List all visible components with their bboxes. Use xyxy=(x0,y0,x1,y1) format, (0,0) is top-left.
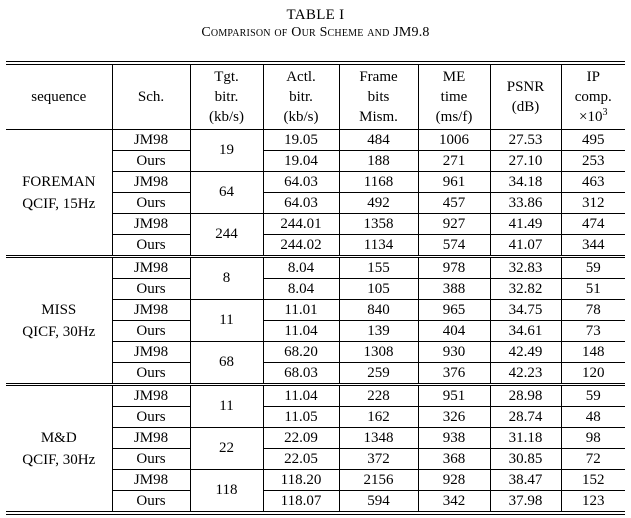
actual-bitrate-cell: 68.20 xyxy=(263,342,339,363)
column-header xyxy=(6,65,112,130)
column-header-line: (kb/s) xyxy=(209,109,244,125)
column-header-line: PSNR xyxy=(506,79,545,95)
scheme-cell: Ours xyxy=(112,363,190,385)
target-bitrate-cell: 244 xyxy=(190,214,263,257)
table-title: TABLE I xyxy=(286,7,345,23)
psnr-cell: 30.85 xyxy=(490,449,561,470)
psnr-cell: 41.49 xyxy=(490,214,561,235)
psnr-cell: 33.86 xyxy=(490,193,561,214)
me-time-cell: 961 xyxy=(418,172,490,193)
psnr-cell: 42.49 xyxy=(490,342,561,363)
ip-comp-cell: 495 xyxy=(561,130,625,151)
psnr-cell: 28.74 xyxy=(490,407,561,428)
table-body xyxy=(6,130,625,512)
column-header-line xyxy=(562,107,626,127)
me-time-cell: 574 xyxy=(418,235,490,257)
ip-comp-cell: 463 xyxy=(561,172,625,193)
ip-comp-cell: 152 xyxy=(561,470,625,491)
actual-bitrate-cell: 118.20 xyxy=(263,470,339,491)
column-header-line: (kb/s) xyxy=(283,109,319,125)
exponent: 3 xyxy=(602,107,608,118)
me-time-cell: 342 xyxy=(418,491,490,512)
column-header xyxy=(339,65,418,130)
ip-comp-cell: 148 xyxy=(561,342,625,363)
frame-bits-mismatch-cell: 155 xyxy=(339,257,418,279)
me-time-cell: 326 xyxy=(418,407,490,428)
ip-comp-cell: 474 xyxy=(561,214,625,235)
column-header-line: (ms/f) xyxy=(435,109,473,125)
table-caption xyxy=(0,0,631,42)
column-header-line: Tgt. xyxy=(214,69,239,85)
column-header xyxy=(561,65,625,130)
actual-bitrate-cell: 68.03 xyxy=(263,363,339,385)
column-header-line: Sch. xyxy=(137,89,165,105)
ip-comp-cell: 72 xyxy=(561,449,625,470)
actual-bitrate-cell: 22.09 xyxy=(263,428,339,449)
sequence-cell xyxy=(6,257,112,385)
scheme-cell: JM98 xyxy=(112,214,190,235)
frame-bits-mismatch-cell: 188 xyxy=(339,151,418,172)
target-bitrate-cell: 68 xyxy=(190,342,263,385)
sequence-name-line: QICF, 30Hz xyxy=(22,323,96,340)
column-header-line: Actl. xyxy=(286,69,316,85)
sequence-name-line: FOREMAN xyxy=(22,173,96,190)
column-header-line: bitr. xyxy=(289,89,313,105)
frame-bits-mismatch-cell: 2156 xyxy=(339,470,418,491)
table-row xyxy=(6,257,625,279)
psnr-cell: 34.61 xyxy=(490,321,561,342)
target-bitrate-cell: 11 xyxy=(190,300,263,342)
sequence-name-line: MISS xyxy=(41,301,77,318)
me-time-cell: 978 xyxy=(418,257,490,279)
column-header-line: sequence xyxy=(31,89,87,105)
header-row xyxy=(6,65,625,130)
comparison-table xyxy=(6,65,625,511)
column-header xyxy=(490,65,561,130)
psnr-cell: 32.83 xyxy=(490,257,561,279)
column-header-line: bitr. xyxy=(214,89,239,105)
scheme-cell: Ours xyxy=(112,449,190,470)
scheme-cell: JM98 xyxy=(112,470,190,491)
table-subtitle: Comparison of Our Scheme and JM9.8 xyxy=(201,25,430,40)
scheme-cell: Ours xyxy=(112,407,190,428)
psnr-cell: 34.18 xyxy=(490,172,561,193)
ip-comp-cell: 312 xyxy=(561,193,625,214)
target-bitrate-cell: 22 xyxy=(190,428,263,470)
ip-comp-cell: 123 xyxy=(561,491,625,512)
psnr-cell: 28.98 xyxy=(490,385,561,407)
psnr-cell: 27.53 xyxy=(490,130,561,151)
frame-bits-mismatch-cell: 162 xyxy=(339,407,418,428)
frame-bits-mismatch-cell: 840 xyxy=(339,300,418,321)
sequence-name-line: QCIF, 30Hz xyxy=(22,451,96,468)
me-time-cell: 927 xyxy=(418,214,490,235)
me-time-cell: 404 xyxy=(418,321,490,342)
me-time-cell: 368 xyxy=(418,449,490,470)
psnr-cell: 34.75 xyxy=(490,300,561,321)
actual-bitrate-cell: 11.05 xyxy=(263,407,339,428)
scheme-cell: Ours xyxy=(112,193,190,214)
ip-comp-cell: 51 xyxy=(561,279,625,300)
column-header xyxy=(190,65,263,130)
psnr-cell: 27.10 xyxy=(490,151,561,172)
actual-bitrate-cell: 11.04 xyxy=(263,385,339,407)
me-time-cell: 951 xyxy=(418,385,490,407)
column-header-line: ME xyxy=(442,69,466,85)
actual-bitrate-cell: 19.04 xyxy=(263,151,339,172)
psnr-cell: 37.98 xyxy=(490,491,561,512)
column-header xyxy=(263,65,339,130)
sequence-cell xyxy=(6,130,112,257)
me-time-cell: 271 xyxy=(418,151,490,172)
scheme-cell: JM98 xyxy=(112,130,190,151)
frame-bits-mismatch-cell: 1168 xyxy=(339,172,418,193)
frame-bits-mismatch-cell: 259 xyxy=(339,363,418,385)
scheme-cell: Ours xyxy=(112,235,190,257)
frame-bits-mismatch-cell: 492 xyxy=(339,193,418,214)
sequence-name-line: M&D xyxy=(40,429,77,446)
me-time-cell: 457 xyxy=(418,193,490,214)
actual-bitrate-cell: 64.03 xyxy=(263,193,339,214)
me-time-cell: 938 xyxy=(418,428,490,449)
column-header-line: IP xyxy=(586,69,600,85)
actual-bitrate-cell: 244.02 xyxy=(263,235,339,257)
target-bitrate-cell: 11 xyxy=(190,385,263,428)
target-bitrate-cell: 19 xyxy=(190,130,263,172)
ip-comp-cell: 48 xyxy=(561,407,625,428)
ip-comp-cell: 98 xyxy=(561,428,625,449)
me-time-cell: 1006 xyxy=(418,130,490,151)
ip-comp-cell: 59 xyxy=(561,257,625,279)
sequence-name-line: QCIF, 15Hz xyxy=(22,195,96,212)
me-time-cell: 965 xyxy=(418,300,490,321)
psnr-cell: 32.82 xyxy=(490,279,561,300)
scheme-cell: JM98 xyxy=(112,342,190,363)
table-row xyxy=(6,130,625,151)
table-row xyxy=(6,385,625,407)
ip-comp-cell: 59 xyxy=(561,385,625,407)
scheme-cell: JM98 xyxy=(112,172,190,193)
me-time-cell: 928 xyxy=(418,470,490,491)
scheme-cell: Ours xyxy=(112,491,190,512)
frame-bits-mismatch-cell: 1348 xyxy=(339,428,418,449)
scheme-cell: JM98 xyxy=(112,300,190,321)
me-time-cell: 930 xyxy=(418,342,490,363)
column-header-line: time xyxy=(440,89,468,105)
column-header-line: bits xyxy=(367,89,390,105)
me-time-cell: 376 xyxy=(418,363,490,385)
frame-bits-mismatch-cell: 139 xyxy=(339,321,418,342)
target-bitrate-cell: 8 xyxy=(190,257,263,300)
ip-comp-cell: 73 xyxy=(561,321,625,342)
psnr-cell: 42.23 xyxy=(490,363,561,385)
column-header-line: Frame xyxy=(359,69,398,85)
frame-bits-mismatch-cell: 372 xyxy=(339,449,418,470)
column-header-text: ×10 xyxy=(579,109,603,125)
sequence-cell xyxy=(6,385,112,512)
actual-bitrate-cell: 64.03 xyxy=(263,172,339,193)
actual-bitrate-cell: 11.01 xyxy=(263,300,339,321)
frame-bits-mismatch-cell: 1134 xyxy=(339,235,418,257)
frame-bits-mismatch-cell: 1358 xyxy=(339,214,418,235)
scheme-cell: Ours xyxy=(112,321,190,342)
frame-bits-mismatch-cell: 1308 xyxy=(339,342,418,363)
ip-comp-cell: 120 xyxy=(561,363,625,385)
target-bitrate-cell: 118 xyxy=(190,470,263,512)
scheme-cell: JM98 xyxy=(112,385,190,407)
column-header-line: Mism. xyxy=(359,109,398,125)
scheme-cell: JM98 xyxy=(112,428,190,449)
target-bitrate-cell: 64 xyxy=(190,172,263,214)
actual-bitrate-cell: 244.01 xyxy=(263,214,339,235)
actual-bitrate-cell: 118.07 xyxy=(263,491,339,512)
scheme-cell: Ours xyxy=(112,279,190,300)
psnr-cell: 38.47 xyxy=(490,470,561,491)
ip-comp-cell: 253 xyxy=(561,151,625,172)
bottom-double-rule xyxy=(6,511,625,515)
frame-bits-mismatch-cell: 594 xyxy=(339,491,418,512)
frame-bits-mismatch-cell: 105 xyxy=(339,279,418,300)
frame-bits-mismatch-cell: 228 xyxy=(339,385,418,407)
actual-bitrate-cell: 8.04 xyxy=(263,257,339,279)
ip-comp-cell: 344 xyxy=(561,235,625,257)
column-header-line: comp. xyxy=(574,89,612,105)
actual-bitrate-cell: 19.05 xyxy=(263,130,339,151)
scheme-cell: JM98 xyxy=(112,257,190,279)
actual-bitrate-cell: 8.04 xyxy=(263,279,339,300)
psnr-cell: 41.07 xyxy=(490,235,561,257)
ip-comp-cell: 78 xyxy=(561,300,625,321)
actual-bitrate-cell: 11.04 xyxy=(263,321,339,342)
column-header-line: (dB) xyxy=(511,99,540,115)
actual-bitrate-cell: 22.05 xyxy=(263,449,339,470)
column-header xyxy=(112,65,190,130)
column-header xyxy=(418,65,490,130)
scheme-cell: Ours xyxy=(112,151,190,172)
psnr-cell: 31.18 xyxy=(490,428,561,449)
me-time-cell: 388 xyxy=(418,279,490,300)
frame-bits-mismatch-cell: 484 xyxy=(339,130,418,151)
